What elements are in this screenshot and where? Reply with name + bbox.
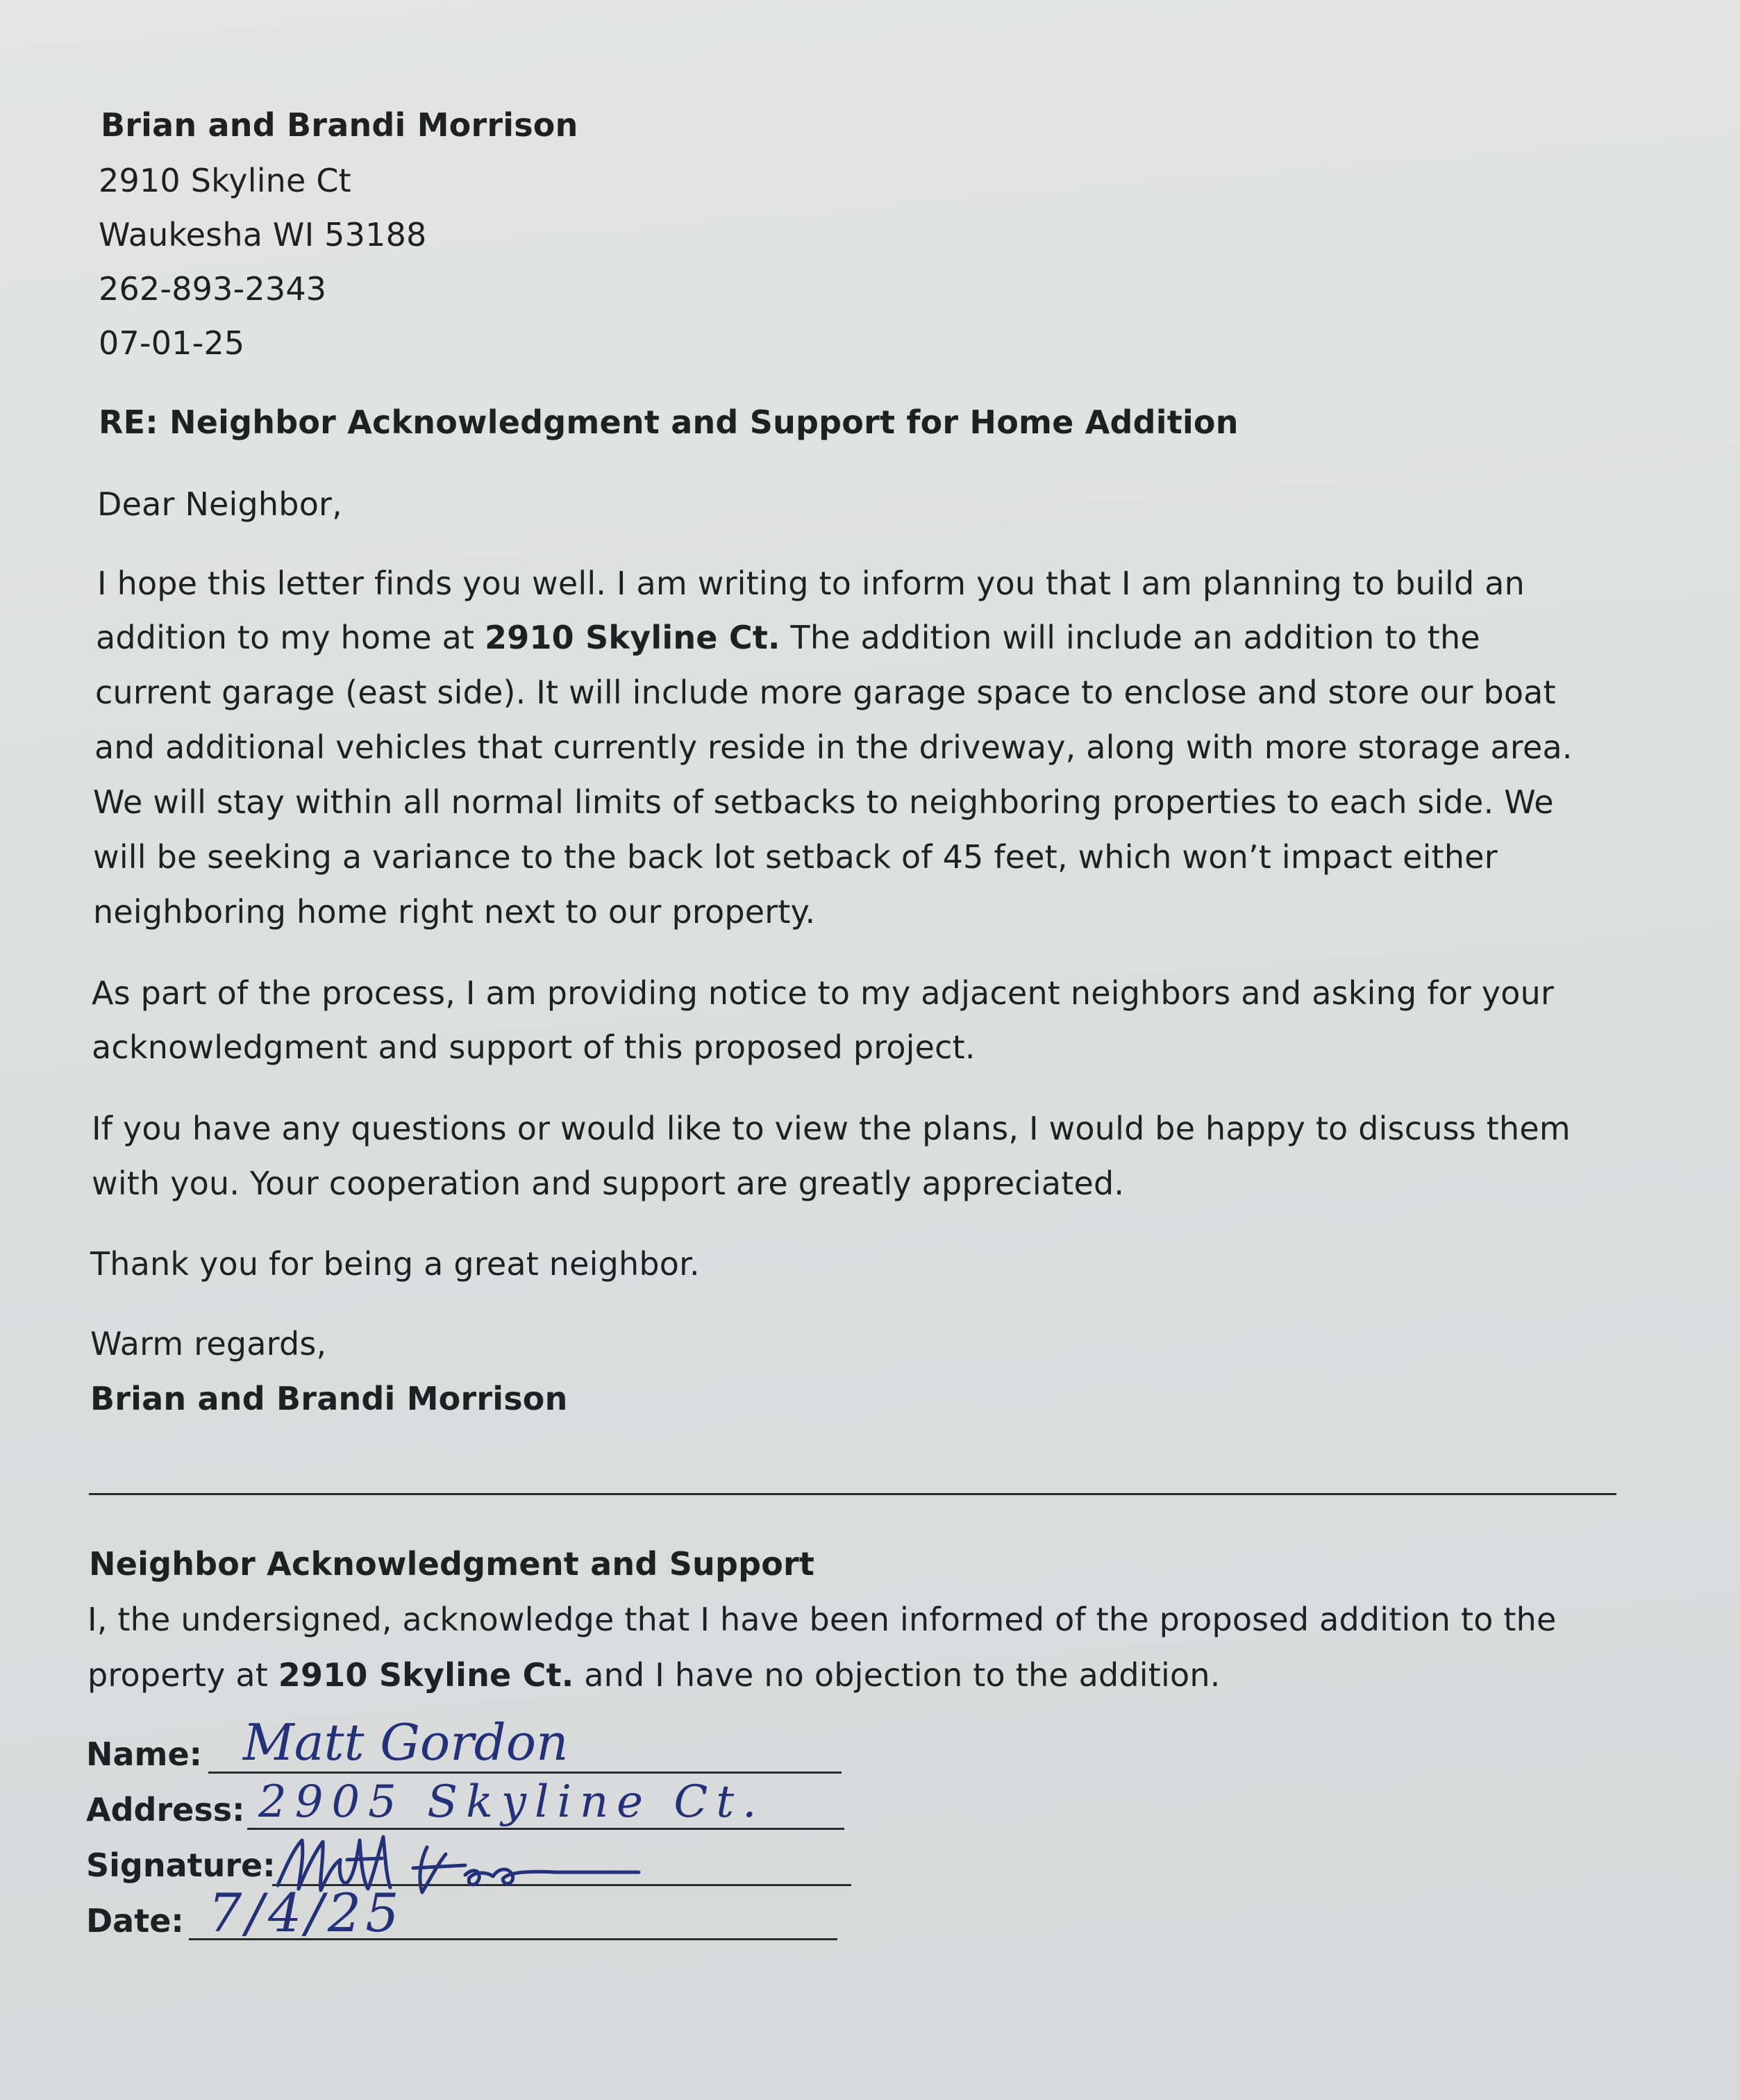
- paragraph-line: acknowledgment and support of this proposed project.: [92, 1028, 976, 1066]
- text-span: and I have no objection to the addition.: [574, 1656, 1221, 1694]
- signature-label: Signature:: [86, 1847, 276, 1884]
- paragraph-line: and additional vehicles that currently reside in the driveway, along with more storage area.: [94, 728, 1573, 766]
- paragraph-line: with you. Your cooperation and support are greatly appreciated.: [92, 1165, 1125, 1202]
- sender-phone: 262-893-2343: [99, 270, 327, 308]
- sender-city: Waukesha WI 53188: [99, 216, 427, 253]
- date-label: Date:: [86, 1902, 184, 1940]
- acknowledgment-text: I, the undersigned, acknowledge that I have been informed of the proposed addition to the: [87, 1601, 1557, 1638]
- acknowledgment-heading: Neighbor Acknowledgment and Support: [89, 1545, 815, 1583]
- paragraph-line: As part of the process, I am providing notice to my adjacent neighbors and asking for your: [92, 974, 1555, 1012]
- address-highlight: 2910 Skyline Ct.: [485, 619, 780, 656]
- sender-name: Brian and Brandi Morrison: [101, 106, 578, 144]
- subject-line: RE: Neighbor Acknowledgment and Support for Home Addition: [99, 403, 1239, 441]
- sender-street: 2910 Skyline Ct: [99, 162, 351, 199]
- paragraph-line: current garage (east side). It will include more garage space to enclose and store our boat: [95, 674, 1556, 711]
- text-span: The addition will include an addition to the: [780, 619, 1480, 656]
- thanks-line: Thank you for being a great neighbor.: [90, 1245, 700, 1283]
- address-handwritten: 2905 Skyline Ct.: [258, 1776, 765, 1828]
- date-handwritten: 7/4/25: [208, 1882, 403, 1944]
- address-label: Address:: [86, 1791, 245, 1828]
- salutation: Dear Neighbor,: [97, 485, 342, 523]
- paragraph-line: I hope this letter finds you well. I am writing to inform you that I am planning to build an: [97, 565, 1525, 602]
- paragraph-line: neighboring home right next to our property.: [93, 893, 816, 931]
- divider: [89, 1493, 1616, 1495]
- address-highlight: 2910 Skyline Ct.: [278, 1656, 574, 1694]
- paragraph-line: [96, 617, 1480, 658]
- closing-name: Brian and Brandi Morrison: [90, 1380, 568, 1417]
- paragraph-line: will be seeking a variance to the back lot setback of 45 feet, which won’t impact either: [93, 838, 1498, 876]
- name-field-line[interactable]: [208, 1772, 842, 1774]
- acknowledgment-text: [87, 1654, 1221, 1696]
- paragraph-line: We will stay within all normal limits of setbacks to neighboring properties to each side. We: [93, 783, 1554, 821]
- sender-date: 07-01-25: [99, 324, 245, 362]
- text-span: addition to my home at: [96, 619, 485, 656]
- closing: Warm regards,: [90, 1325, 327, 1362]
- name-handwritten: Matt Gordon: [243, 1713, 569, 1772]
- name-label: Name:: [86, 1735, 203, 1773]
- paragraph-line: If you have any questions or would like to view the plans, I would be happy to discuss them: [92, 1110, 1571, 1147]
- text-span: property at: [87, 1656, 278, 1694]
